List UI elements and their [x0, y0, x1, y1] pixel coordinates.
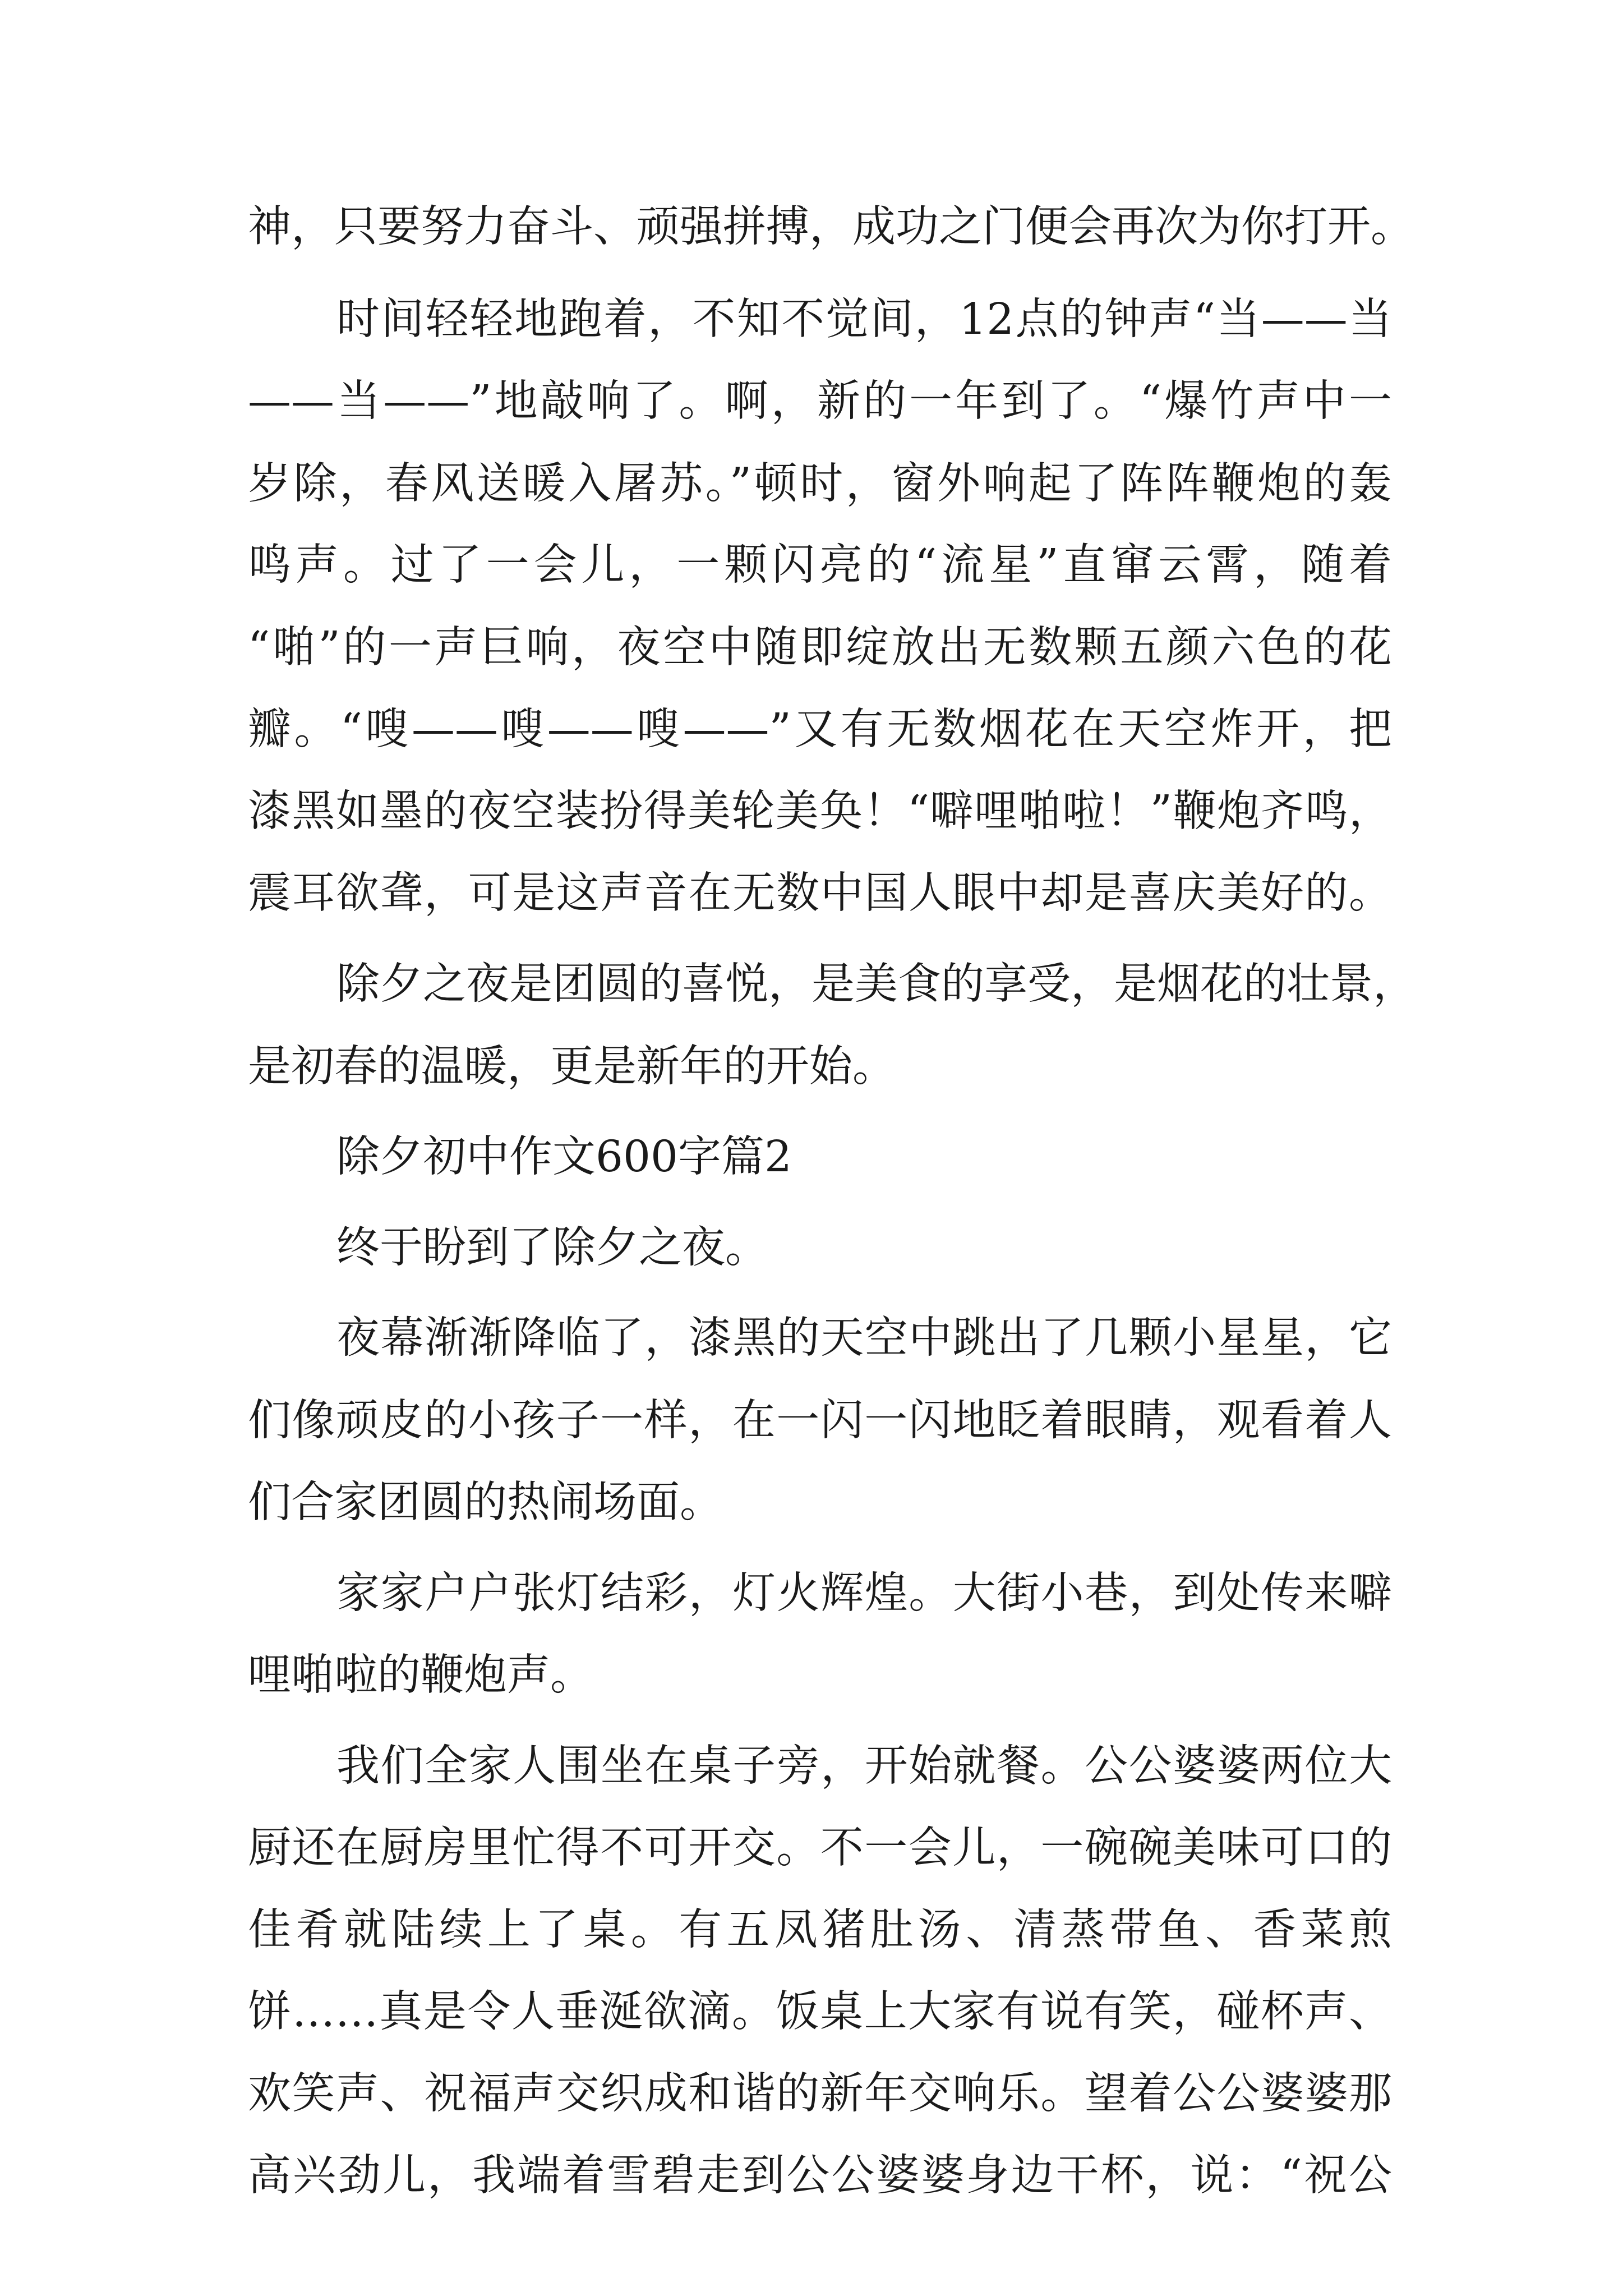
text-line: 漆黑如墨的夜空装扮得美轮美奂！“噼哩啪啦！”鞭炮齐鸣， [248, 786, 1392, 836]
text-line: 们像顽皮的小孩子一样，在一闪一闪地眨着眼睛，观看着人 [248, 1396, 1392, 1446]
text-line: 时间轻轻地跑着，不知不觉间，12点的钟声“当——当 [336, 295, 1392, 344]
text-line: 瓣。“嗖——嗖——嗖——”又有无数烟花在天空炸开，把 [248, 705, 1392, 754]
text-line: 家家户户张灯结彩，灯火辉煌。大街小巷，到处传来噼 [336, 1568, 1392, 1618]
text-line: 是初春的温暖，更是新年的开始。 [248, 1042, 896, 1092]
text-line: 鸣声。过了一会儿，一颗闪亮的“流星”直窜云霄，随着 [248, 540, 1392, 590]
text-line: ——当——”地敲响了。啊，新的一年到了。“爆竹声中一 [248, 376, 1392, 426]
text-line: 岁除，春风送暖入屠苏。”顿时，窗外响起了阵阵鞭炮的轰 [248, 459, 1392, 509]
text-line: 夜幕渐渐降临了，漆黑的天空中跳出了几颗小星星，它 [336, 1313, 1392, 1363]
text-line: 终于盼到了除夕之夜。 [336, 1223, 768, 1273]
text-line: 佳肴就陆续上了桌。有五凤猪肚汤、清蒸带鱼、香菜煎 [248, 1905, 1392, 1955]
text-line: 厨还在厨房里忙得不可开交。不一会儿，一碗碗美味可口的 [248, 1823, 1392, 1873]
text-line: 欢笑声、祝福声交织成和谐的新年交响乐。望着公公婆婆那 [248, 2069, 1392, 2119]
text-line: “啪”的一声巨响，夜空中随即绽放出无数颗五颜六色的花 [248, 623, 1392, 673]
text-line: 震耳欲聋，可是这声音在无数中国人眼中却是喜庆美好的。 [248, 868, 1392, 918]
text-line: 神，只要努力奋斗、顽强拼搏，成功之门便会再次为你打开。 [248, 202, 1414, 252]
text-line: 我们全家人围坐在桌子旁，开始就餐。公公婆婆两位大 [336, 1741, 1392, 1791]
text-line: 哩啪啦的鞭炮声。 [248, 1650, 593, 1700]
text-line: 除夕之夜是团圆的喜悦，是美食的享受，是烟花的壮景， [336, 959, 1416, 1009]
text-line: 高兴劲儿，我端着雪碧走到公公婆婆身边干杯，说：“祝公 [248, 2151, 1392, 2201]
text-line: 们合家团圆的热闹场面。 [248, 1478, 723, 1527]
text-line: 饼……真是令人垂涎欲滴。饭桌上大家有说有笑，碰杯声、 [248, 1987, 1392, 2037]
section-heading: 除夕初中作文600字篇2 [336, 1132, 792, 1182]
